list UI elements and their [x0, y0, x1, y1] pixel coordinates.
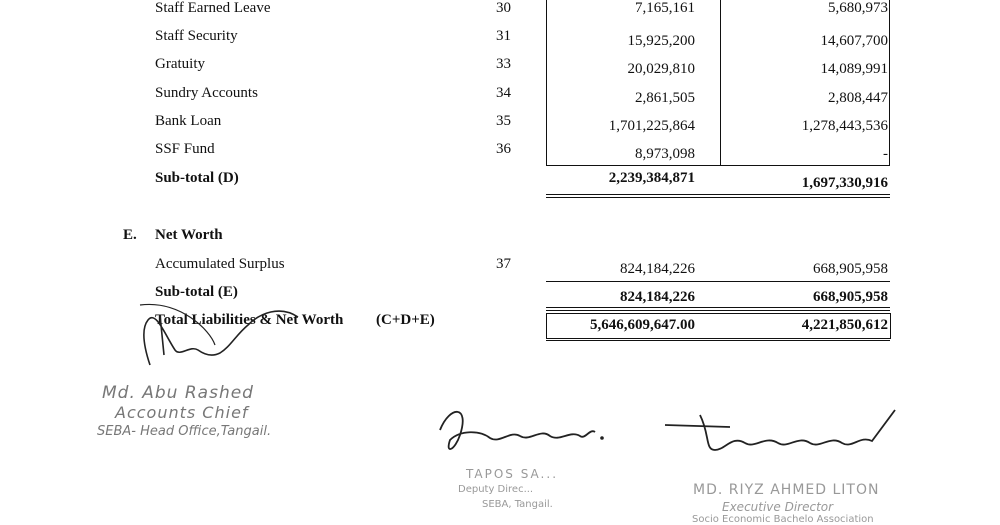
row-previous: -	[883, 146, 888, 162]
row-label: Accumulated Surplus	[155, 256, 285, 272]
double-rule	[546, 194, 890, 195]
row-current: 15,925,200	[627, 33, 695, 49]
row-label: Staff Security	[155, 28, 238, 44]
row-current: 824,184,226	[620, 261, 695, 277]
subtotal-label: Sub-total (D)	[155, 170, 239, 186]
subtotal-current: 824,184,226	[620, 289, 695, 305]
signatory-org: SEBA- Head Office,Tangail.	[97, 424, 272, 439]
row-current: 2,861,505	[635, 90, 695, 106]
table-row	[0, 28, 1000, 50]
row-label: SSF Fund	[155, 141, 215, 157]
row-current: 8,973,098	[635, 146, 695, 162]
box-bottom-border	[546, 165, 890, 166]
table-row	[0, 56, 1000, 78]
signatory-org: Socio Economic Bachelo Association	[692, 514, 874, 525]
table-row	[0, 141, 1000, 163]
double-rule	[546, 310, 890, 311]
total-label: Total Liabilities & Net Worth	[155, 312, 344, 328]
table-row	[0, 256, 1000, 278]
row-current: 7,165,161	[635, 0, 695, 16]
rule	[546, 281, 890, 282]
signatory-title: Deputy Direc...	[458, 484, 534, 495]
row-note: 33	[496, 56, 511, 72]
signature-accounts-chief	[120, 295, 310, 380]
row-previous: 14,089,991	[820, 61, 888, 77]
row-note: 36	[496, 141, 511, 157]
total-current: 5,646,609,647.00	[590, 317, 695, 333]
row-current: 1,701,225,864	[608, 118, 695, 134]
total-previous: 4,221,850,612	[801, 317, 888, 333]
signatory-name: MD. RIYZ AHMED LITON	[693, 482, 880, 498]
subtotal-row-d	[0, 170, 1000, 192]
subtotal-label: Sub-total (E)	[155, 284, 238, 300]
row-note: 31	[496, 28, 511, 44]
section-letter: E.	[123, 227, 137, 243]
row-previous: 668,905,958	[813, 261, 888, 277]
row-previous: 2,808,447	[828, 90, 888, 106]
table-row	[0, 0, 1000, 22]
row-label: Sundry Accounts	[155, 85, 258, 101]
table-row	[0, 113, 1000, 135]
signatory-title: Accounts Chief	[115, 403, 249, 422]
section-title: Net Worth	[155, 227, 223, 243]
row-note: 37	[496, 256, 511, 272]
signatory-org: SEBA, Tangail.	[482, 499, 553, 510]
row-previous: 5,680,973	[828, 0, 888, 16]
row-label: Gratuity	[155, 56, 205, 72]
double-rule	[546, 340, 890, 341]
signatory-title: Executive Director	[722, 500, 834, 514]
row-label: Staff Earned Leave	[155, 0, 271, 16]
row-previous: 1,278,443,536	[801, 118, 888, 134]
row-previous: 14,607,700	[820, 33, 888, 49]
row-note: 30	[496, 0, 511, 16]
total-formula: (C+D+E)	[376, 312, 435, 328]
subtotal-current: 2,239,384,871	[608, 170, 695, 186]
signature-deputy-director	[430, 400, 610, 460]
row-current: 20,029,810	[627, 61, 695, 77]
double-rule	[546, 197, 890, 198]
signature-executive-director	[660, 405, 900, 465]
row-note: 34	[496, 85, 511, 101]
subtotal-previous: 1,697,330,916	[801, 175, 888, 191]
row-note: 35	[496, 113, 511, 129]
table-row	[0, 85, 1000, 107]
signatory-name: Md. Abu Rashed	[102, 383, 254, 403]
subtotal-previous: 668,905,958	[813, 289, 888, 305]
row-label: Bank Loan	[155, 113, 222, 129]
double-rule	[546, 307, 890, 308]
signatory-name: TAPOS SA...	[466, 467, 559, 481]
